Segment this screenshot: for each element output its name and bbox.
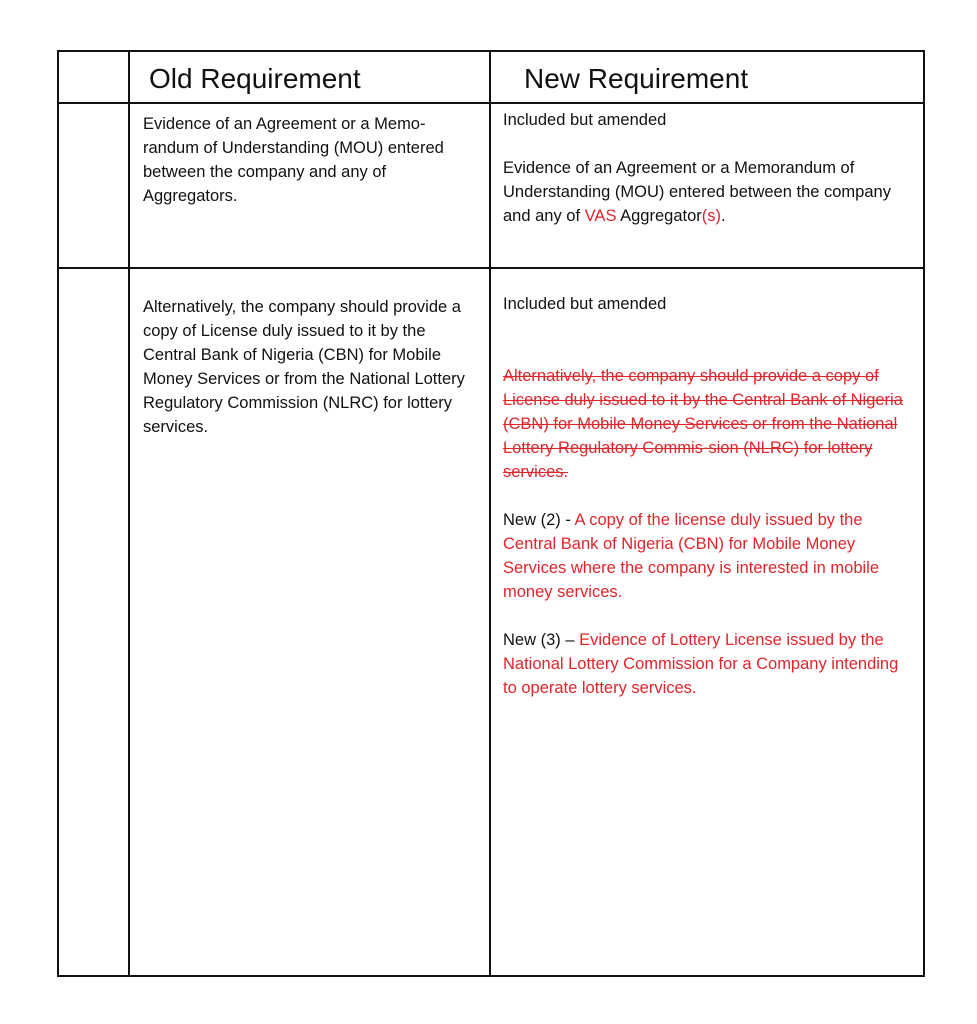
column-divider-2 xyxy=(489,52,491,975)
row1-new-text xyxy=(503,156,913,228)
column-divider-1 xyxy=(128,52,130,975)
new2-prefix: New (2) - xyxy=(503,511,575,529)
row2-new3 xyxy=(503,628,913,700)
row2-old-requirement: Alternatively, the company should provide a copy of License duly issued to it by the Central Bank of Nigeria (CBN) for Mobile Money Services or from the National Lottery Regulatory Commission (NLRC) for lottery services. xyxy=(143,298,465,436)
new2-text: A copy of the license duly issued by the Central Bank of Nigeria (CBN) for Mobile Money Services where the company is interested in mobile money services. xyxy=(503,511,880,601)
row1-old-requirement: Evidence of an Agreement or a Memo-randum of Understanding (MOU) entered between the company and any of Aggregators. xyxy=(143,115,444,205)
row1-new-text-part: . xyxy=(721,207,726,225)
row2-struck-text: Alternatively, the company should provide a copy of License duly issued to it by the Central Bank of Nigeria (CBN) for Mobile Money Services or from the National Lottery Regulatory Commis-sion (NLRC) for lottery services. xyxy=(503,367,903,481)
new3-text: Evidence of Lottery License issued by the National Lottery Commission for a Company intending to operate lottery services. xyxy=(503,631,899,697)
row2-status: Included but amended xyxy=(503,295,667,313)
requirements-table xyxy=(57,50,925,977)
header-divider xyxy=(59,102,923,104)
new3-prefix: New (3) – xyxy=(503,631,580,649)
old-requirement-header: Old Requirement xyxy=(149,63,361,94)
row-divider xyxy=(59,267,923,269)
row1-inserted-vas: VAS xyxy=(584,207,617,225)
row1-new-text-part: Aggregator xyxy=(616,207,702,225)
row2-new2 xyxy=(503,508,913,604)
row2-new-requirement xyxy=(503,292,913,700)
row1-new-text-part: Evidence of an Agreement or a Memorandum of Understanding (MOU) entered between the company and any of xyxy=(503,159,891,225)
row1-status: Included but amended xyxy=(503,111,667,129)
row1-new-requirement xyxy=(503,108,913,228)
row1-inserted-s: (s) xyxy=(701,207,722,225)
new-requirement-header: New Requirement xyxy=(524,63,749,94)
